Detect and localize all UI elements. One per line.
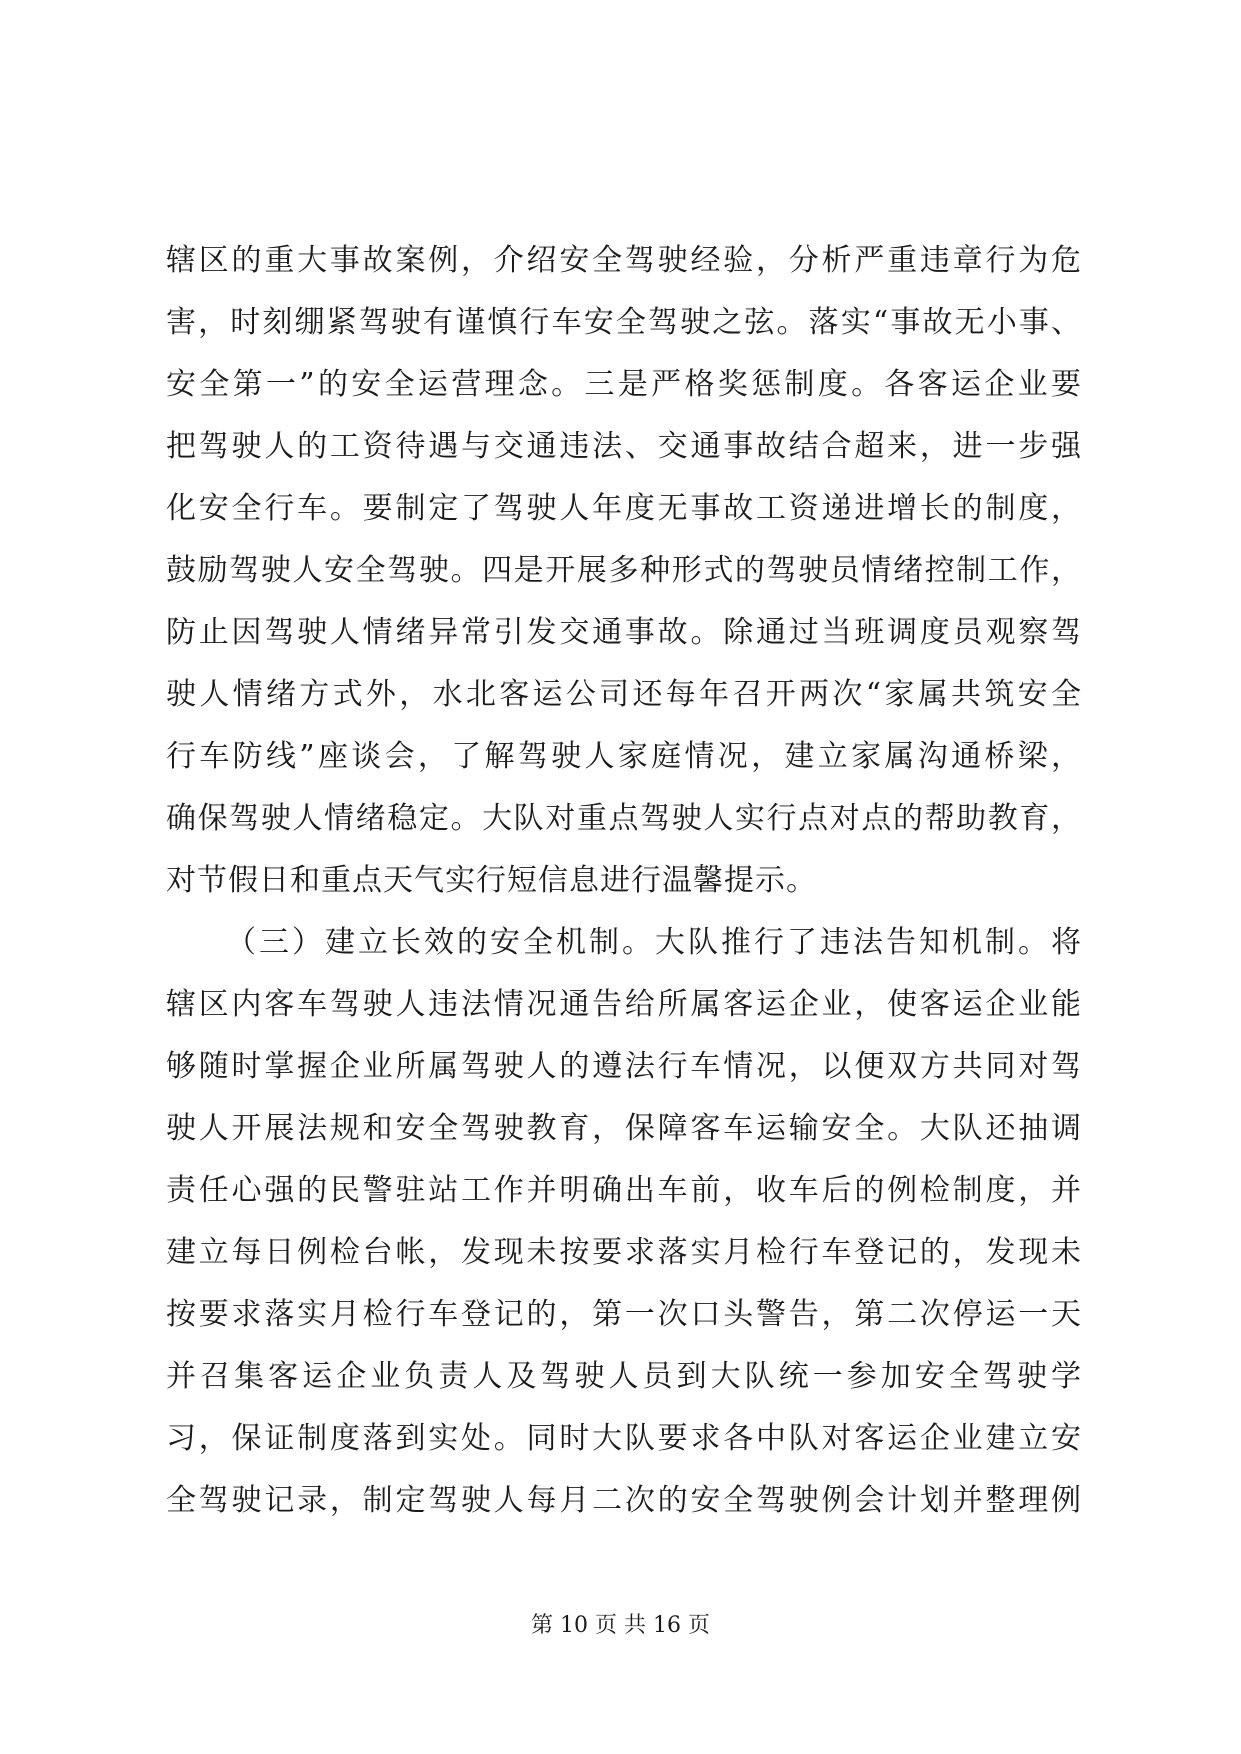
page-number-footer: 第 10 页 共 16 页	[531, 1613, 710, 1638]
text-line-7: 防止因驾驶人情绪异常引发交通事故。除通过当班调度员观察驾	[166, 615, 1082, 650]
text-line-21: 全驾驶记录，制定驾驶人每月二次的安全驾驶例会计划并整理例	[166, 1483, 1082, 1518]
body-text	[166, 230, 1082, 1532]
text-line-2: 害，时刻绷紧驾驶有谨慎行车安全驾驶之弦。落实“事故无小事、	[166, 305, 1082, 340]
text-line-17: 建立每日例检台帐，发现未按要求落实月检行车登记的，发现未	[166, 1235, 1082, 1270]
text-line-6: 鼓励驾驶人安全驾驶。四是开展多种形式的驾驶员情绪控制工作，	[166, 553, 1082, 588]
text-line-18: 按要求落实月检行车登记的，第一次口头警告，第二次停运一天	[166, 1297, 1082, 1332]
text-line-19: 并召集客运企业负责人及驾驶人员到大队统一参加安全驾驶学	[166, 1359, 1082, 1394]
text-line-9: 行车防线”座谈会，了解驾驶人家庭情况，建立家属沟通桥梁，	[166, 739, 1082, 774]
text-line-4: 把驾驶人的工资待遇与交通违法、交通事故结合超来，进一步强	[166, 429, 1082, 464]
text-line-20: 习，保证制度落到实处。同时大队要求各中队对客运企业建立安	[166, 1421, 1082, 1456]
text-line-1: 辖区的重大事故案例，介绍安全驾驶经验，分析严重违章行为危	[166, 243, 1082, 278]
text-line-8: 驶人情绪方式外，水北客运公司还每年召开两次“家属共筑安全	[166, 677, 1082, 712]
text-line-16: 责任心强的民警驻站工作并明确出车前，收车后的例检制度，并	[166, 1173, 1082, 1208]
text-line-5: 化安全行车。要制定了驾驶人年度无事故工资递进增长的制度，	[166, 491, 1082, 526]
text-line-10: 确保驾驶人情绪稳定。大队对重点驾驶人实行点对点的帮助教育，	[166, 801, 1082, 836]
text-line-3: 安全第一”的安全运营理念。三是严格奖惩制度。各客运企业要	[166, 367, 1082, 402]
text-line-13: 辖区内客车驾驶人违法情况通告给所属客运企业，使客运企业能	[166, 987, 1082, 1022]
text-line-15: 驶人开展法规和安全驾驶教育，保障客车运输安全。大队还抽调	[166, 1111, 1082, 1146]
paragraph-heading-line: （三）建立长效的安全机制。大队推行了违法告知机制。将	[226, 925, 1082, 960]
text-line-14: 够随时掌握企业所属驾驶人的遵法行车情况，以便双方共同对驾	[166, 1049, 1082, 1084]
text-line-11: 对节假日和重点天气实行短信息进行温馨提示。	[166, 863, 817, 898]
